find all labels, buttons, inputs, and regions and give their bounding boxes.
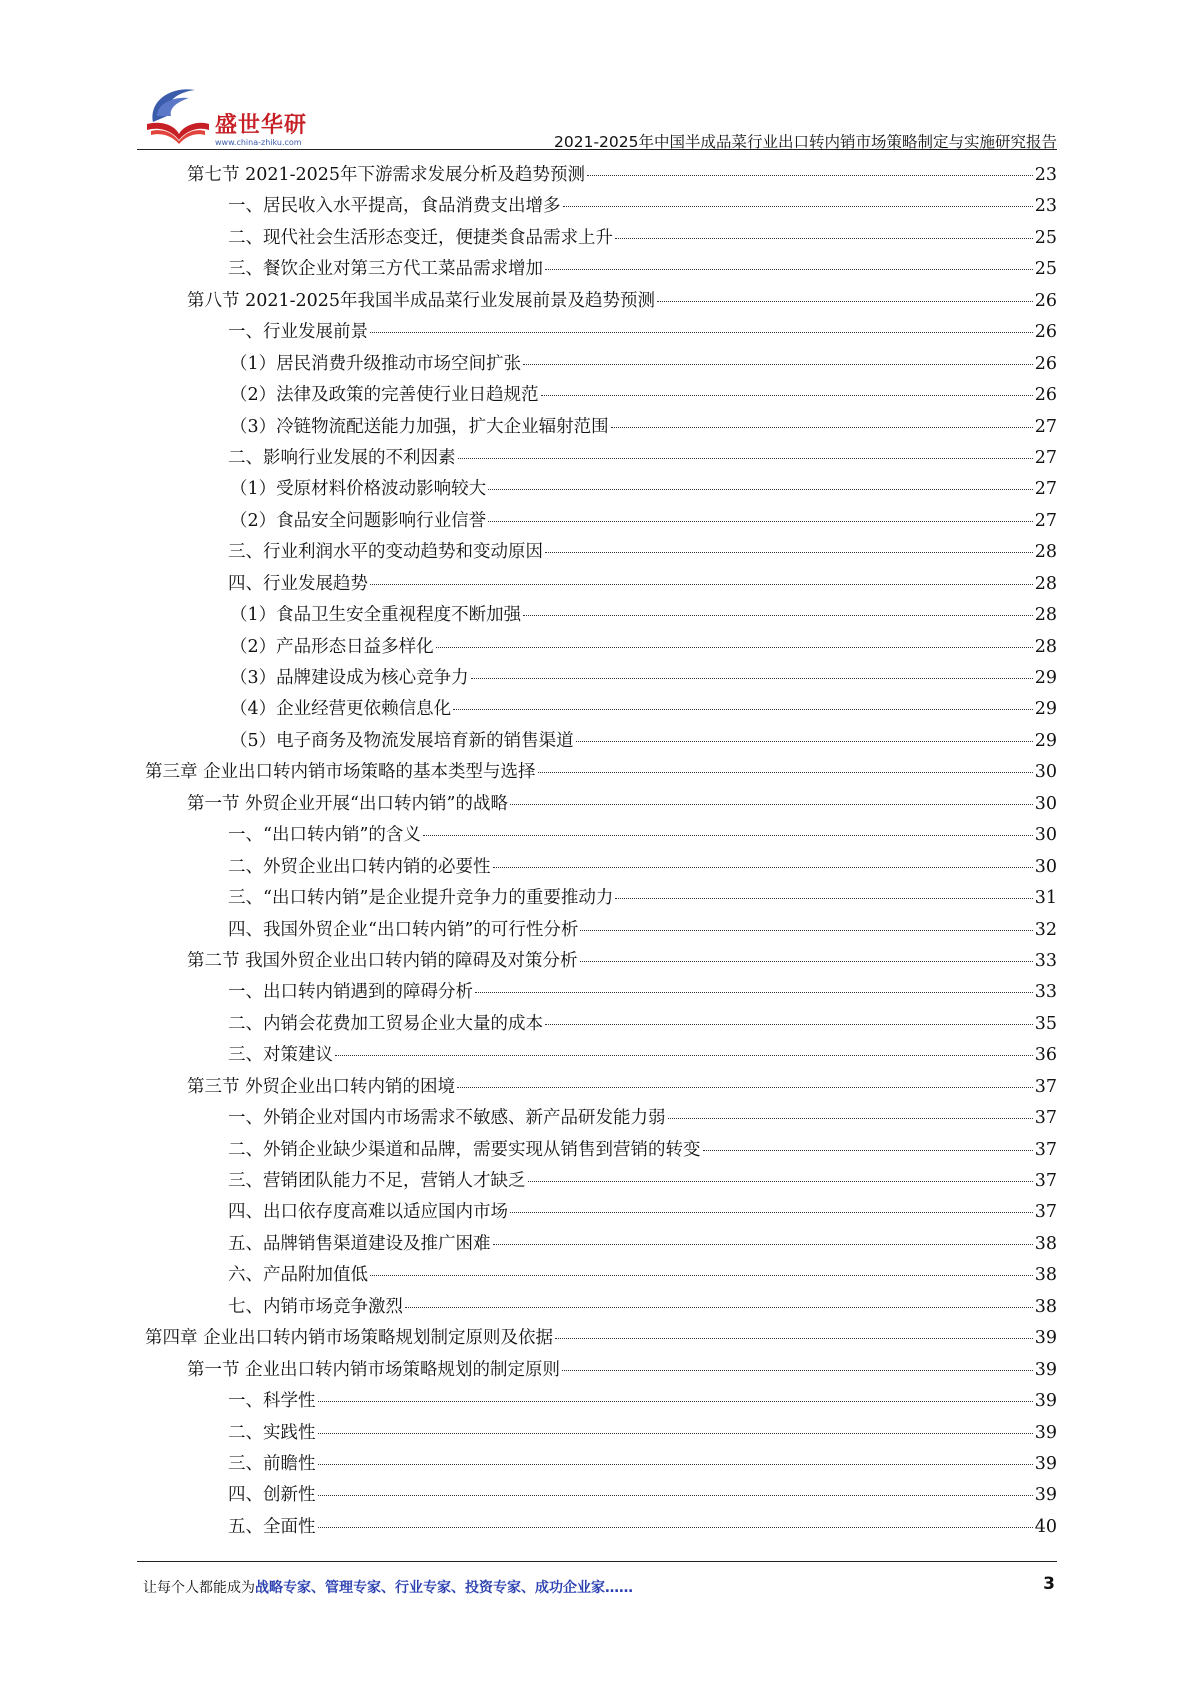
toc-leader-dots <box>668 1118 1033 1119</box>
toc-entry[interactable] <box>137 695 1057 726</box>
toc-entry-page: 29 <box>1034 730 1057 751</box>
toc-entry[interactable] <box>137 255 1057 286</box>
toc-entry[interactable] <box>137 1387 1057 1418</box>
toc-entry-page: 28 <box>1034 636 1057 657</box>
toc-entry-title: 三、前瞻性 <box>228 1453 316 1474</box>
toc-entry-title: （1）食品卫生安全重视程度不断加强 <box>230 605 522 626</box>
toc-entry[interactable] <box>137 1041 1057 1072</box>
toc-entry[interactable] <box>137 413 1057 444</box>
toc-entry-title: 五、品牌销售渠道建设及推广困难 <box>228 1233 491 1254</box>
toc-leader-dots <box>488 521 1033 522</box>
toc-entry-page: 39 <box>1034 1453 1057 1474</box>
toc-entry-title: 一、外销企业对国内市场需求不敏感、新产品研发能力弱 <box>228 1108 666 1129</box>
toc-entry-page: 33 <box>1034 950 1057 971</box>
toc-entry-title: （1）居民消费升级推动市场空间扩张 <box>230 353 522 374</box>
toc-leader-dots <box>471 678 1033 679</box>
toc-leader-dots <box>657 301 1033 302</box>
toc-entry[interactable] <box>137 978 1057 1009</box>
footer-slogan <box>143 1577 633 1597</box>
toc-entry-title: 二、现代社会生活形态变迁，便捷类食品需求上升 <box>228 227 613 248</box>
toc-leader-dots <box>615 238 1033 239</box>
toc-entry[interactable] <box>137 916 1057 947</box>
toc-entry-page: 29 <box>1034 668 1057 688</box>
toc-entry-page: 39 <box>1034 1422 1057 1443</box>
footer-divider <box>137 1561 1057 1562</box>
toc-entry-title: 四、创新性 <box>228 1485 316 1506</box>
toc-entry-page: 30 <box>1034 762 1057 783</box>
toc-leader-dots <box>318 1495 1033 1496</box>
toc-entry[interactable] <box>137 790 1057 821</box>
toc-leader-dots <box>318 1401 1033 1402</box>
toc-entry-page: 40 <box>1034 1516 1057 1537</box>
toc-entry-title: 四、我国外贸企业“出口转内销”的可行性分析 <box>228 919 579 940</box>
toc-leader-dots <box>510 804 1033 805</box>
toc-leader-dots <box>453 709 1033 710</box>
toc-entry-page: 23 <box>1034 165 1057 185</box>
toc-leader-dots <box>545 1024 1033 1025</box>
toc-entry-page: 38 <box>1034 1265 1057 1286</box>
toc-entry[interactable] <box>137 318 1057 349</box>
toc-entry[interactable] <box>137 1104 1057 1135</box>
toc-entry[interactable] <box>137 821 1057 852</box>
toc-entry-title: 二、影响行业发展的不利因素 <box>228 447 456 468</box>
toc-entry-page: 38 <box>1034 1296 1057 1317</box>
toc-leader-dots <box>545 269 1033 270</box>
toc-entry-title: 第一节 企业出口转内销市场策略规划的制定原则 <box>187 1359 561 1380</box>
toc-entry[interactable] <box>137 350 1057 381</box>
toc-leader-dots <box>436 647 1033 648</box>
report-title: 2021-2025年中国半成品菜行业出口转内销市场策略制定与实施研究报告 <box>554 133 1057 151</box>
toc-entry[interactable] <box>137 224 1057 255</box>
toc-entry-page: 27 <box>1034 510 1057 531</box>
toc-leader-dots <box>555 1338 1033 1339</box>
toc-entry[interactable] <box>137 601 1057 632</box>
toc-entry[interactable] <box>137 727 1057 758</box>
toc-entry-title: 三、行业利润水平的变动趋势和变动原因 <box>228 542 543 563</box>
toc-entry-title: 一、行业发展前景 <box>228 322 368 343</box>
toc-entry-page: 30 <box>1034 825 1057 846</box>
toc-leader-dots <box>335 1055 1033 1056</box>
toc-entry-page: 26 <box>1034 353 1057 374</box>
toc-entry-page: 37 <box>1034 1076 1057 1097</box>
toc-leader-dots <box>563 206 1033 207</box>
toc-entry-title: 五、全面性 <box>228 1516 316 1537</box>
toc-leader-dots <box>458 458 1033 459</box>
toc-entry-title: 第三节 外贸企业出口转内销的困境 <box>187 1076 456 1097</box>
toc-leader-dots <box>318 1464 1033 1465</box>
toc-entry-title: （2）产品形态日益多样化 <box>230 636 434 657</box>
toc-leader-dots <box>457 1087 1033 1088</box>
toc-entry[interactable] <box>137 1261 1057 1292</box>
toc-entry[interactable] <box>137 1481 1057 1512</box>
toc-leader-dots <box>510 1212 1033 1213</box>
toc-entry-title: 六、产品附加值低 <box>228 1265 368 1286</box>
toc-entry[interactable] <box>137 475 1057 506</box>
toc-entry[interactable] <box>137 1356 1057 1387</box>
toc-entry-page: 28 <box>1034 542 1057 563</box>
toc-leader-dots <box>703 1150 1033 1151</box>
toc-entry-title: （3）品牌建设成为核心竞争力 <box>230 668 469 688</box>
page-header <box>137 78 1057 150</box>
toc-entry-title: 三、对策建议 <box>228 1045 333 1066</box>
toc-entry-title: 第三章 企业出口转内销市场策略的基本类型与选择 <box>145 762 536 783</box>
toc-entry[interactable] <box>137 1230 1057 1261</box>
toc-leader-dots <box>580 930 1032 931</box>
logo-name: 盛世华研 <box>215 113 308 138</box>
toc-entry-title: （4）企业经营更依赖信息化 <box>230 699 452 720</box>
toc-entry-title: 二、外贸企业出口转内销的必要性 <box>228 856 491 877</box>
toc-entry[interactable] <box>137 1324 1057 1355</box>
toc-leader-dots <box>370 584 1033 585</box>
toc-entry-title: 三、“出口转内销”是企业提升竞争力的重要推动力 <box>228 888 614 909</box>
toc-entry-page: 27 <box>1034 479 1057 500</box>
toc-leader-dots <box>528 1181 1033 1182</box>
toc-entry-page: 26 <box>1034 322 1057 343</box>
toc-entry-page: 27 <box>1034 447 1057 468</box>
toc-entry-page: 28 <box>1034 605 1057 626</box>
toc-entry-page: 25 <box>1034 259 1057 280</box>
toc-entry-title: （2）食品安全问题影响行业信誉 <box>230 510 487 531</box>
toc-entry[interactable] <box>137 287 1057 318</box>
toc-entry[interactable] <box>137 1010 1057 1041</box>
toc-entry[interactable] <box>137 507 1057 538</box>
toc-entry-page: 30 <box>1034 793 1057 814</box>
toc-entry-title: 一、居民收入水平提高，食品消费支出增多 <box>228 196 561 217</box>
toc-entry-page: 33 <box>1034 982 1057 1003</box>
toc-entry-page: 37 <box>1034 1202 1057 1223</box>
toc-entry[interactable] <box>137 1136 1057 1167</box>
toc-entry-title: 二、实践性 <box>228 1422 316 1443</box>
toc-entry-title: 第七节 2021-2025年下游需求发展分析及趋势预测 <box>187 165 586 185</box>
toc-leader-dots <box>318 1527 1033 1528</box>
toc-leader-dots <box>405 1307 1033 1308</box>
toc-leader-dots <box>538 772 1033 773</box>
toc-entry[interactable] <box>137 633 1057 664</box>
toc-leader-dots <box>475 992 1033 993</box>
toc-entry-page: 31 <box>1034 888 1057 909</box>
toc-entry-page: 39 <box>1034 1485 1057 1506</box>
toc-entry[interactable] <box>137 444 1057 475</box>
toc-entry-page: 26 <box>1034 290 1057 311</box>
toc-leader-dots <box>615 898 1032 899</box>
toc-entry[interactable] <box>137 1450 1057 1481</box>
toc-leader-dots <box>611 427 1033 428</box>
toc-leader-dots <box>370 332 1033 333</box>
toc-entry-page: 30 <box>1034 856 1057 877</box>
toc-entry[interactable] <box>137 947 1057 978</box>
toc-entry-title: 三、餐饮企业对第三方代工菜品需求增加 <box>228 259 543 280</box>
toc-entry-page: 39 <box>1034 1359 1057 1380</box>
toc-leader-dots <box>493 867 1033 868</box>
toc-entry[interactable] <box>137 1073 1057 1104</box>
toc-entry-page: 26 <box>1034 385 1057 406</box>
toc-entry[interactable] <box>137 884 1057 915</box>
toc-entry-page: 36 <box>1034 1045 1057 1066</box>
toc-entry-page: 38 <box>1034 1233 1057 1254</box>
toc-entry-title: （1）受原材料价格波动影响较大 <box>230 479 487 500</box>
toc-entry-title: （3）冷链物流配送能力加强，扩大企业辐射范围 <box>230 416 609 437</box>
toc-entry[interactable] <box>137 192 1057 223</box>
page-number: 3 <box>1043 1574 1055 1594</box>
toc-entry[interactable] <box>137 1513 1057 1544</box>
toc-entry-page: 32 <box>1034 919 1057 940</box>
toc-entry-title: （5）电子商务及物流发展培育新的销售渠道 <box>230 730 574 751</box>
toc-entry-title: 第八节 2021-2025年我国半成品菜行业发展前景及趋势预测 <box>187 290 656 311</box>
toc-entry-page: 39 <box>1034 1391 1057 1412</box>
slogan-highlight: 战略专家、管理专家、行业专家、投资专家、成功企业家…… <box>255 1580 633 1596</box>
toc-entry[interactable] <box>137 161 1057 192</box>
toc-entry-title: 三、营销团队能力不足，营销人才缺乏 <box>228 1171 526 1191</box>
toc-entry[interactable] <box>137 381 1057 412</box>
logo-url: www.china-zhiku.com <box>215 138 302 147</box>
toc-entry-title: 第一节 外贸企业开展“出口转内销”的战略 <box>187 793 508 814</box>
toc-entry-page: 39 <box>1034 1328 1057 1349</box>
toc-entry-page: 37 <box>1034 1171 1057 1191</box>
toc-entry-title: 七、内销市场竞争激烈 <box>228 1296 403 1317</box>
toc-entry-page: 28 <box>1034 573 1057 594</box>
toc-entry[interactable] <box>137 1293 1057 1324</box>
toc-entry-title: 一、科学性 <box>228 1391 316 1412</box>
toc-entry-title: 四、出口依存度高难以适应国内市场 <box>228 1202 508 1223</box>
toc-entry[interactable] <box>137 1419 1057 1450</box>
toc-entry-title: 第二节 我国外贸企业出口转内销的障碍及对策分析 <box>187 950 578 971</box>
toc-leader-dots <box>493 1244 1033 1245</box>
toc-entry-page: 23 <box>1034 196 1057 217</box>
book-swoosh-logo-icon <box>143 84 213 146</box>
toc-entry-page: 35 <box>1034 1013 1057 1034</box>
toc-leader-dots <box>541 395 1033 396</box>
toc-entry-page: 27 <box>1034 416 1057 437</box>
toc-entry-page: 29 <box>1034 699 1057 720</box>
toc-leader-dots <box>370 1275 1033 1276</box>
header-divider <box>137 149 1057 150</box>
toc-entry[interactable] <box>137 853 1057 884</box>
company-logo <box>143 84 363 150</box>
toc-entry[interactable] <box>137 570 1057 601</box>
toc-entry-title: 一、出口转内销遇到的障碍分析 <box>228 982 473 1003</box>
toc-entry[interactable] <box>137 1167 1057 1198</box>
toc-leader-dots <box>523 364 1033 365</box>
toc-entry-page: 25 <box>1034 227 1057 248</box>
toc-leader-dots <box>545 552 1033 553</box>
toc-leader-dots <box>562 1370 1033 1371</box>
toc-entry-page: 37 <box>1034 1139 1057 1160</box>
toc-leader-dots <box>587 175 1033 176</box>
toc-entry[interactable] <box>137 664 1057 695</box>
toc-leader-dots <box>523 615 1033 616</box>
toc-entry[interactable] <box>137 758 1057 789</box>
toc-leader-dots <box>318 1433 1033 1434</box>
toc-entry[interactable] <box>137 1198 1057 1229</box>
toc-entry-page: 37 <box>1034 1108 1057 1129</box>
toc-entry-title: 二、内销会花费加工贸易企业大量的成本 <box>228 1013 543 1034</box>
table-of-contents <box>137 161 1057 1544</box>
toc-entry-title: 第四章 企业出口转内销市场策略规划制定原则及依据 <box>145 1328 554 1349</box>
toc-entry-title: （2）法律及政策的完善使行业日趋规范 <box>230 385 539 406</box>
toc-entry[interactable] <box>137 538 1057 569</box>
toc-leader-dots <box>488 489 1033 490</box>
toc-leader-dots <box>580 961 1033 962</box>
toc-leader-dots <box>576 741 1033 742</box>
toc-entry-title: 二、外销企业缺少渠道和品牌，需要实现从销售到营销的转变 <box>228 1139 701 1160</box>
toc-entry-title: 四、行业发展趋势 <box>228 573 368 594</box>
toc-leader-dots <box>423 835 1033 836</box>
toc-entry-title: 一、“出口转内销”的含义 <box>228 825 421 846</box>
slogan-prefix: 让每个人都能成为 <box>143 1580 255 1596</box>
